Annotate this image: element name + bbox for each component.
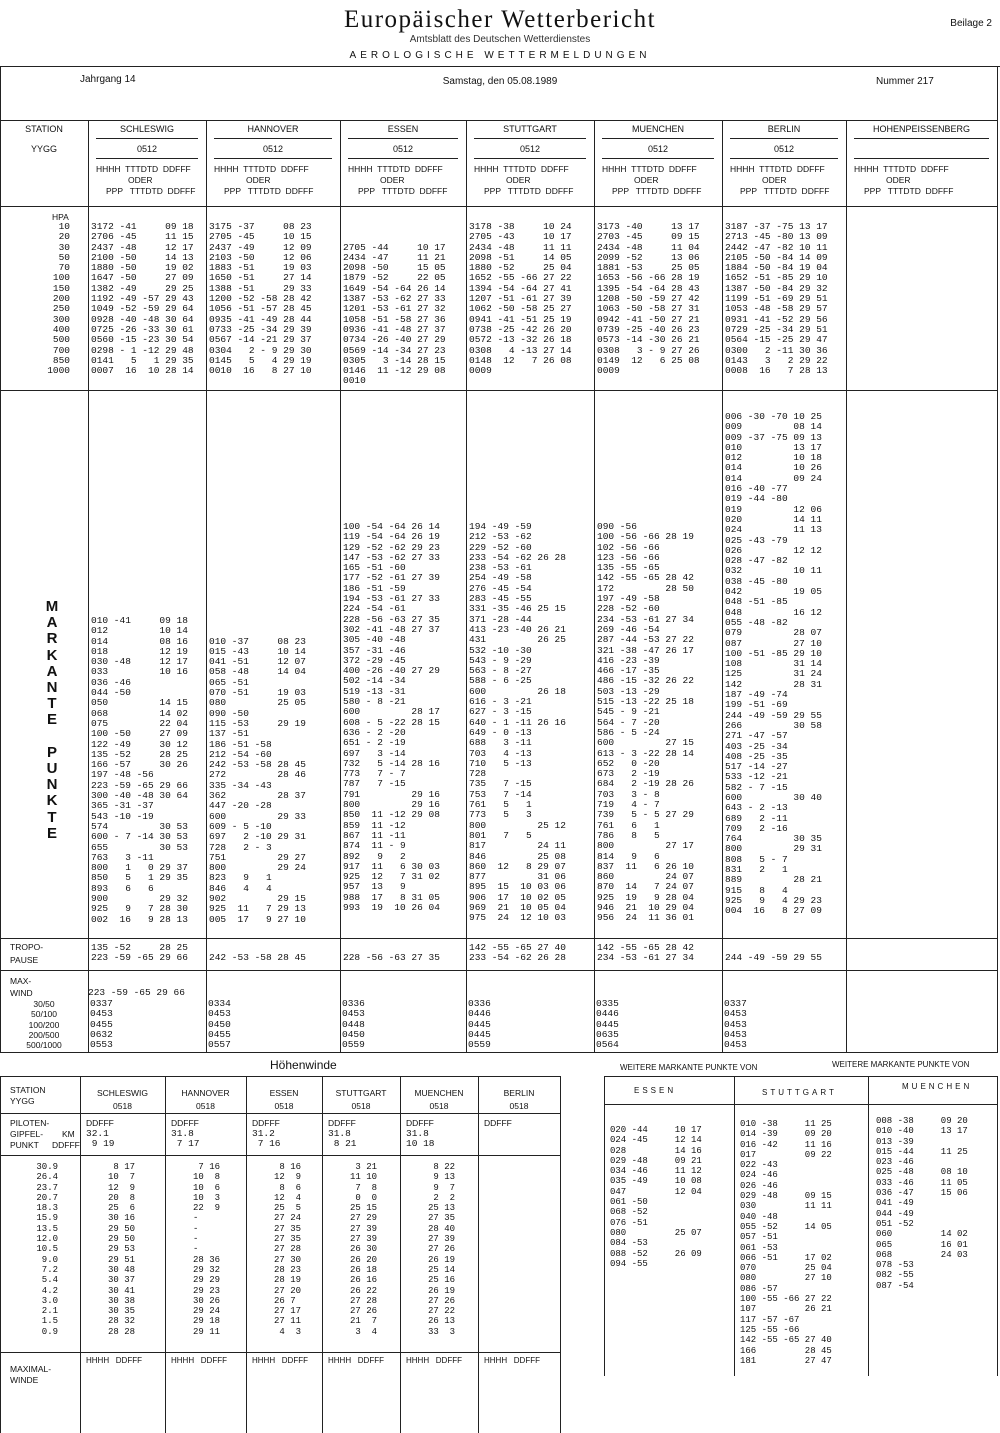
grid-line: [0, 120, 1, 1052]
grid-line: [246, 1076, 247, 1433]
grid-line: [474, 138, 586, 139]
grid-line: [997, 1076, 998, 1376]
tropo-label-1: TROPO-: [10, 942, 44, 952]
weitere-title-1: WEITERE MARKANTE PUNKTE VON: [620, 1063, 758, 1072]
station-name: HOHENPEISSENBERG: [872, 124, 971, 134]
grid-line: [165, 1076, 166, 1433]
grid-line: [0, 206, 998, 207]
station-name: BERLIN: [767, 124, 801, 134]
markante-column-values: 006 -30 -70 10 25 009 08 14 009 -37 -75 09 13 010 13 17 012 10 18 014 10 26 014 09 24 016 -40 -77 019 -44 -80 019 12 06 020 14 11 024 11 13 025 -43 -79 026 12 12 028 -47 -82 032 10 11 038 -45 -80 042 19 05 048 -51 -85 048 16 12 055 -48 -82 079 28 07 087 27 10 100 -51 -85 29 10 108 31 14 125 31 24 142 28 31 187 -49 -74 199 -51 -69 244 -49 -59 29 55 266 30 58 271 -47 -57 403 -25 -34 408 -25 -35 517 -14 -27 533 -12 -21 582 - 7 -15 600 30 40 643 - 2 -13 689 2 -11 709 2 -16 764 30 35 800 29 31 808 5 - 7 831 2 1 889 28 21 915 8 4 925 9 4 29 23 004 16 8 27 09: [725, 411, 822, 917]
colhead-line2: ODER: [634, 175, 659, 185]
hw-station-time: 0518: [196, 1101, 215, 1111]
grid-line: [88, 120, 89, 1052]
pilot-label-ddfff: DDFFF: [52, 1140, 80, 1150]
hw-column-values: 3 21 11 10 7 8 0 0 25 15 27 29 27 39 27 39 26 30 26 20 26 18 26 16 26 22 27 28 27 26 21 7 3 4: [350, 1162, 378, 1337]
hw-column-values: 8 22 9 13 9 7 2 2 25 13 27 35 28 40 27 39 27 26 26 19 25 14 25 16 26 19 27 26 27 22 26 13 33 3: [428, 1162, 456, 1337]
page-subtitle: Amtsblatt des Deutschen Wetterdienstes: [409, 34, 591, 45]
grid-line: [96, 138, 198, 139]
pilot-ddfff-head: DDFFF: [86, 1118, 114, 1128]
markante-column-values: 100 -54 -64 26 14 119 -54 -64 26 19 129 -52 -62 29 23 147 -53 -62 27 33 165 -51 -60 177 -52 -61 27 39 186 -51 -59 194 -53 -61 27 33 224 -54 -61 228 -56 -63 27 35 302 -41 -48 27 37 305 -40 -48 357 -31 -46 372 -29 -45 400 -26 -40 27 29 502 -14 -34 519 -13 -31 580 - 8 -21 600 28 17 608 - 5 -22 28 15 636 - 2 -20 651 - 2 -19 697 3 -14 732 5 -14 28 16 773 7 - 7 787 7 -15 791 29 16 800 29 16 850 11 -12 29 08 859 11 -12 867 11 -11 874 11 - 9 892 9 2 917 11 6 30 03 925 12 7 31 02 957 13 9 988 17 8 31 05 993 19 10 26 04: [343, 521, 440, 913]
hw-station-name: ESSEN: [269, 1088, 299, 1098]
hw-station-label: STATION: [10, 1085, 46, 1095]
jahrgang-label: Jahrgang 14: [80, 74, 136, 85]
maximal-head: HHHH DDFFF: [86, 1356, 142, 1365]
grid-line: [0, 1076, 1, 1433]
colhead-line1: HHHH TTTDTD DDFFF: [854, 164, 949, 174]
shear-column-values: 0336 0446 0445 0445 0559: [468, 998, 491, 1051]
maximal-head: HHHH DDFFF: [406, 1356, 462, 1365]
hw-station-name: HANNOVER: [181, 1088, 230, 1098]
tropo-column-values: 135 -52 28 25 223 -59 -65 29 66: [91, 942, 188, 964]
markante-letter: K: [46, 646, 58, 664]
number-label: Nummer 217: [876, 76, 934, 87]
grid-line: [854, 158, 989, 159]
grid-line: [602, 138, 714, 139]
page-title: Europäischer Wetterbericht: [343, 6, 657, 33]
weitere-station-muenchen: MUENCHEN: [902, 1082, 973, 1091]
grid-line: [348, 158, 458, 159]
station-name: MUENCHEN: [631, 124, 684, 134]
grid-line: [594, 120, 595, 1052]
pilot-value: 31.8 7 17: [171, 1128, 200, 1150]
grid-line: [0, 938, 998, 939]
colhead-line2: ODER: [886, 175, 911, 185]
colhead-line2: ODER: [380, 175, 405, 185]
grid-line: [478, 1076, 479, 1433]
weitere-title-2: WEITERE MARKANTE PUNKTE VON: [832, 1060, 970, 1069]
hw-station-name: STUTTGART: [335, 1088, 387, 1098]
weitere-muenchen-values: 008 -38 09 20 010 -40 13 17 013 -39 015 -44 11 25 023 -46 025 -48 08 10 033 -46 11 05 036 -47 15 06 041 -49 044 -49 051 -52 060 14 02 065 16 01 068 24 03 078 -53 082 -55 087 -54: [876, 1116, 968, 1291]
grid-line: [474, 158, 586, 159]
hw-station-name: BERLIN: [503, 1088, 535, 1098]
grid-line: [730, 138, 838, 139]
weitere-stuttgart-values: 010 -38 11 25 014 -39 09 20 016 -42 11 16 017 09 22 022 -43 024 -46 026 -46 029 -48 09 15 030 11 11 040 -48 055 -52 14 05 057 -51 061 -53 066 -51 17 02 070 25 04 080 27 10 086 -57 100 -55 -66 27 22 107 26 21 117 -57 -67 125 -55 -66 142 -55 -65 27 40 166 28 45 181 27 47: [740, 1119, 832, 1366]
hw-station-time: 0518: [113, 1101, 132, 1111]
hw-station-time: 0518: [509, 1101, 529, 1111]
colhead-line2: ODER: [506, 175, 531, 185]
maxwind-label-1: MAX-: [10, 976, 32, 986]
grid-line: [214, 138, 332, 139]
grid-line: [854, 138, 989, 139]
markante-column-values: 090 -56 100 -56 -66 28 19 102 -56 -66 123 -56 -66 135 -55 -65 142 -55 -65 28 42 172 28 50 197 -49 -58 228 -52 -60 234 -53 -61 27 34 269 -46 -54 287 -44 -53 27 22 321 -38 -47 26 17 416 -23 -39 466 -17 -35 486 -15 -32 26 22 503 -13 -29 515 -13 -22 25 18 545 - 9 -21 564 - 7 -20 586 - 5 -24 600 27 15 613 - 3 -22 28 14 652 0 -20 673 2 -19 684 2 -19 28 26 703 3 - 8 719 4 - 7 739 5 - 5 27 29 761 6 1 786 8 5 800 27 17 814 9 6 837 11 6 26 10 860 24 07 870 14 7 24 07 925 19 9 28 04 946 21 10 29 04 956 24 11 36 01: [597, 521, 694, 924]
hpa-levels: 10 20 30 50 70 100 150 200 250 300 400 500 700 850 1000: [47, 221, 70, 377]
maximal-head: HHHH DDFFF: [484, 1356, 540, 1365]
colhead-line3: PPP TTTDTD DDFFF: [740, 186, 830, 196]
colhead-line1: HHHH TTTDTD DDFFF: [474, 164, 569, 174]
colhead-line1: HHHH TTTDTD DDFFF: [214, 164, 309, 174]
pilot-value: 31.2 7 16: [252, 1128, 281, 1150]
hw-station-time: 0518: [429, 1101, 449, 1111]
maximal-head: HHHH DDFFF: [328, 1356, 384, 1365]
grid-line: [604, 1076, 605, 1376]
grid-line: [80, 1076, 81, 1433]
markante-column-values: 010 -37 08 23 015 -43 10 14 041 -51 12 07 058 -48 14 04 065 -51 070 -51 19 03 080 25 05 090 -50 115 -53 29 19 137 -51 186 -51 -58 212 -54 -60 242 -53 -58 28 45 272 28 46 335 -34 -43 362 28 37 447 -20 -28 600 29 33 609 - 5 -10 697 2 -10 29 31 728 2 - 3 751 29 27 800 29 24 823 9 1 846 4 4 902 29 15 925 11 7 29 13 005 17 9 27 10: [209, 635, 306, 925]
colhead-line2: ODER: [246, 175, 271, 185]
grid-line: [322, 1076, 323, 1433]
colhead-line3: PPP TTTDTD DDFFF: [358, 186, 448, 196]
markante-letter: P: [46, 743, 57, 761]
markante-column-values: 194 -49 -59 212 -53 -62 229 -52 -60 233 -54 -62 26 28 238 -53 -61 254 -49 -58 276 -45 -54 283 -45 -55 331 -35 -46 25 15 371 -28 -44 413 -23 -40 26 21 431 26 25 532 -10 -30 543 - 9 -29 563 - 8 -27 588 - 6 -25 600 26 18 616 - 3 -21 627 - 3 -15 640 - 1 -11 26 16 649 - 0 -13 688 3 -11 703 4 -13 710 5 -13 728 735 7 -15 753 7 -14 761 5 1 773 5 3 800 25 12 801 7 5 817 24 11 846 25 08 860 12 8 29 07 877 31 06 895 15 10 03 06 906 17 10 02 05 969 21 10 05 04 975 24 12 10 03: [469, 521, 566, 924]
grid-line: [604, 1104, 998, 1105]
markante-letter: E: [46, 711, 57, 729]
colhead-line1: HHHH TTTDTD DDFFF: [730, 164, 825, 174]
grid-line: [604, 1076, 998, 1077]
station-name: HANNOVER: [247, 124, 299, 134]
markante-letter: E: [46, 824, 57, 842]
station-time: 0512: [136, 144, 158, 154]
station-time: 0512: [647, 144, 669, 154]
grid-line: [602, 158, 714, 159]
shear-column-values: 0336 0453 0448 0450 0559: [342, 998, 365, 1051]
date-label: Samstag, den 05.08.1989: [442, 76, 558, 87]
pilot-ddfff-head: DDFFF: [484, 1118, 512, 1128]
station-name: ESSEN: [387, 124, 419, 134]
colhead-line2: ODER: [128, 175, 153, 185]
station-time: 0512: [519, 144, 541, 154]
grid-line: [730, 158, 838, 159]
grid-line: [0, 1155, 560, 1156]
beilage-label: Beilage 2: [950, 18, 992, 29]
markante-letter: K: [46, 792, 58, 810]
hw-column-values: 7 16 10 8 10 6 10 3 22 9 - - - - 28 36 29 32 29 29 29 23 30 26 29 24 29 18 29 11: [193, 1162, 221, 1337]
tropo-column-values: 244 -49 -59 29 55: [725, 952, 822, 964]
weitere-station-essen: ESSEN: [634, 1086, 677, 1095]
hw-column-values: 8 17 10 7 12 9 20 8 25 6 30 16 29 50 29 50 29 53 29 51 30 48 30 37 30 41 30 38 30 35 28 32 28 28: [108, 1162, 136, 1337]
shear-labels: 30/50 50/100 100/200 200/500 500/1000: [26, 999, 62, 1051]
divider: [0, 66, 1, 120]
grid-line: [400, 1076, 401, 1433]
maxwind-label-2: WIND: [10, 988, 33, 998]
grid-line: [466, 120, 467, 1052]
maximal-label-2: WINDE: [10, 1375, 39, 1385]
grid-line: [214, 158, 332, 159]
markante-letter: R: [46, 630, 58, 648]
grid-line: [0, 970, 998, 971]
hw-station-time: 0518: [351, 1101, 371, 1111]
grid-line: [206, 120, 207, 1052]
pilot-ddfff-head: DDFFF: [252, 1118, 280, 1128]
tropo-label-2: PAUSE: [10, 955, 39, 965]
hw-station-time: 0518: [274, 1101, 294, 1111]
colhead-line3: PPP TTTDTD DDFFF: [864, 186, 954, 196]
grid-line: [722, 120, 723, 1052]
markante-letter: N: [46, 776, 58, 794]
tropo-column-values: 242 -53 -58 28 45: [209, 952, 306, 964]
markante-letter: N: [46, 679, 58, 696]
grid-line: [734, 1076, 735, 1376]
markante-letter: M: [45, 598, 59, 615]
tropo-column-values: 142 -55 -65 28 42 234 -53 -61 27 34: [597, 942, 694, 964]
colhead-line3: PPP TTTDTD DDFFF: [106, 186, 196, 196]
pilot-ddfff-head: DDFFF: [171, 1118, 199, 1128]
hw-yygg-label: YYGG: [10, 1096, 35, 1106]
grid-line: [868, 1076, 869, 1376]
divider: [0, 66, 1000, 67]
pilot-ddfff-head: DDFFF: [328, 1118, 356, 1128]
maximal-label-1: MAXIMAL-: [10, 1364, 52, 1374]
grid-line: [997, 120, 998, 1052]
pilot-value: 32.1 9 19: [86, 1128, 115, 1150]
hpa-label: HPA: [52, 212, 69, 222]
tropo-column-values: 142 -55 -65 27 40 233 -54 -62 26 28: [469, 942, 566, 964]
station-name: SCHLESWIG: [119, 124, 174, 134]
grid-line: [0, 1052, 998, 1053]
hpa-column-values: 3178 -38 10 24 2705 -43 10 17 2434 -48 11 11 2098 -51 14 05 1880 -52 25 04 1652 -55 -66 27 22 1394 -54 -64 27 41 1207 -51 -61 27 39 1062 -50 -58 25 27 0941 -41 -51 25 19 0738 -25 -42 26 20 0572 -13 -32 26 18 0308 4 -13 27 14 0148 12 7 26 08 0009: [469, 221, 572, 377]
markante-letter: A: [46, 662, 58, 680]
hpa-column-values: 3173 -40 13 17 2703 -45 09 15 2434 -48 11 04 2099 -52 13 06 1881 -53 25 05 1653 -56 -66 28 19 1395 -54 -64 28 43 1208 -50 -59 27 42 1063 -50 -58 27 31 0942 -41 -50 27 21 0739 -25 -40 26 23 0573 -14 -30 26 21 0308 3 - 9 27 26 0149 12 6 25 08 0009: [597, 221, 700, 377]
hpa-column-values: 3187 -37 -75 13 17 2713 -45 -80 13 09 2442 -47 -82 10 11 2105 -50 -84 14 09 1884 -50 -84 19 04 1652 -51 -85 29 10 1387 -50 -84 29 32 1199 -51 -69 29 51 1053 -48 -58 29 57 0931 -41 -52 29 56 0729 -25 -34 29 51 0564 -15 -25 29 47 0300 2 -11 30 36 0143 3 2 29 22 0008 16 7 28 13: [725, 221, 828, 377]
shear-column-values: 0337 0453 0455 0632 0553: [90, 998, 113, 1051]
grid-line: [340, 120, 341, 1052]
shear-column-values: 0334 0453 0450 0455 0557: [208, 998, 231, 1051]
pilot-label-2: GIPFEL-: [10, 1129, 44, 1139]
hw-heights: 30.9 26.4 23.7 20.7 18.3 15.9 13.5 12.0 10.5 9.0 7.2 5.4 4.2 3.0 2.1 1.5 0.9: [36, 1162, 58, 1337]
weitere-essen-values: 020 -44 10 17 024 -45 12 14 028 14 16 029 -48 09 21 034 -46 11 12 035 -49 10 08 047 12 04 061 -50 068 -52 076 -51 080 25 07 084 -53 088 -52 26 09 094 -55: [610, 1125, 702, 1269]
pilot-label-3: PUNKT: [10, 1140, 39, 1150]
pilot-label-km: KM: [62, 1129, 75, 1139]
station-time: 0512: [262, 144, 284, 154]
pilot-ddfff-head: DDFFF: [406, 1118, 434, 1128]
station-label: STATION: [25, 124, 63, 134]
hoehenwinde-title: Höhenwinde: [270, 1058, 337, 1072]
tropo-column-values: 228 -56 -63 27 35: [343, 952, 440, 964]
pilot-value: 31.8 10 18: [406, 1128, 435, 1150]
grid-line: [0, 1113, 560, 1114]
divider: [997, 66, 998, 120]
grid-line: [560, 1076, 561, 1433]
maximal-head: HHHH DDFFF: [171, 1356, 227, 1365]
hpa-column-values: 3172 -41 09 18 2706 -45 11 15 2437 -48 12 17 2100 -50 14 13 1880 -50 19 02 1647 -50 27 09 1382 -49 29 25 1192 -49 -57 29 43 1049 -52 -59 29 64 0928 -40 -48 30 64 0725 -26 -33 30 61 0560 -15 -23 30 54 0298 - 1 -12 29 48 0141 5 1 29 35 0007 16 10 28 14: [91, 221, 194, 377]
colhead-line2: ODER: [762, 175, 787, 185]
markante-letter: T: [47, 695, 57, 713]
hw-station-name: SCHLESWIG: [96, 1088, 148, 1098]
station-time: 0512: [773, 144, 795, 154]
shear-column-values: 0335 0446 0445 0635 0564: [596, 998, 619, 1051]
markante-letter: T: [47, 808, 57, 826]
hw-station-name: MUENCHEN: [414, 1088, 464, 1098]
grid-line: [0, 1352, 560, 1353]
colhead-line1: HHHH TTTDTD DDFFF: [348, 164, 443, 174]
yygg-label: YYGG: [30, 144, 57, 154]
maximal-head: HHHH DDFFF: [252, 1356, 308, 1365]
pilot-value: 31.8 8 21: [328, 1128, 357, 1150]
section-title: AEROLOGISCHE WETTERMELDUNGEN: [349, 50, 651, 61]
grid-line: [0, 390, 998, 391]
grid-line: [0, 120, 998, 121]
colhead-line1: HHHH TTTDTD DDFFF: [96, 164, 191, 174]
markante-letter: U: [46, 760, 58, 777]
colhead-line3: PPP TTTDTD DDFFF: [612, 186, 702, 196]
colhead-line3: PPP TTTDTD DDFFF: [484, 186, 574, 196]
hpa-column-values: 3175 -37 08 23 2705 -45 10 15 2437 -49 12 09 2103 -50 12 06 1883 -51 19 03 1650 -51 27 14 1388 -51 29 33 1200 -52 -58 28 42 1056 -51 -57 28 45 0935 -41 -49 28 44 0733 -25 -34 29 39 0567 -14 -21 29 37 0304 2 - 9 29 30 0145 5 4 29 19 0010 16 8 27 10: [209, 221, 312, 377]
markante-column-values: 010 -41 09 18 012 10 14 014 08 16 018 12 19 030 -48 12 17 033 10 16 036 -46 044 -50 050 14 15 068 14 02 075 22 04 100 -50 27 09 122 -49 30 12 135 -52 28 25 166 -57 30 26 197 -48 -56 223 -59 -65 29 66 300 -40 -48 30 64 365 -31 -37 543 -10 -19 574 30 53 600 - 7 -14 30 53 655 30 53 763 3 -11 800 1 0 29 37 850 5 1 29 35 893 6 6 900 29 32 925 9 7 28 30 002 16 9 28 13: [91, 615, 188, 925]
hpa-column-values: 2705 -44 10 17 2434 -47 11 21 2098 -50 15 05 1879 -52 22 05 1649 -54 -64 26 14 1387 -53 -62 27 33 1201 -53 -61 27 32 1058 -51 -58 27 36 0936 -41 -48 27 37 0734 -26 -40 27 29 0569 -14 -34 27 23 0305 3 -14 28 15 0146 11 -12 29 08 0010: [343, 241, 446, 387]
colhead-line1: HHHH TTTDTD DDFFF: [602, 164, 697, 174]
weitere-station-stuttgart: STUTTGART: [762, 1088, 837, 1097]
shear-column-values: 0337 0453 0453 0453 0453: [724, 998, 747, 1051]
grid-line: [348, 138, 458, 139]
pilot-label-1: PILOTEN-: [10, 1118, 50, 1128]
markante-letter: A: [46, 614, 58, 632]
colhead-line3: PPP TTTDTD DDFFF: [224, 186, 314, 196]
grid-line: [846, 120, 847, 1052]
grid-line: [96, 158, 198, 159]
station-name: STUTTGART: [503, 124, 557, 134]
grid-line: [0, 1076, 560, 1077]
station-time: 0512: [392, 144, 414, 154]
hw-column-values: 8 16 12 9 8 6 12 4 25 5 27 24 27 35 27 35 27 28 27 30 28 23 28 19 27 20 26 7 27 17 27 11 4 3: [274, 1162, 302, 1337]
maxwind-value: 223 -59 -65 29 66: [88, 987, 185, 998]
